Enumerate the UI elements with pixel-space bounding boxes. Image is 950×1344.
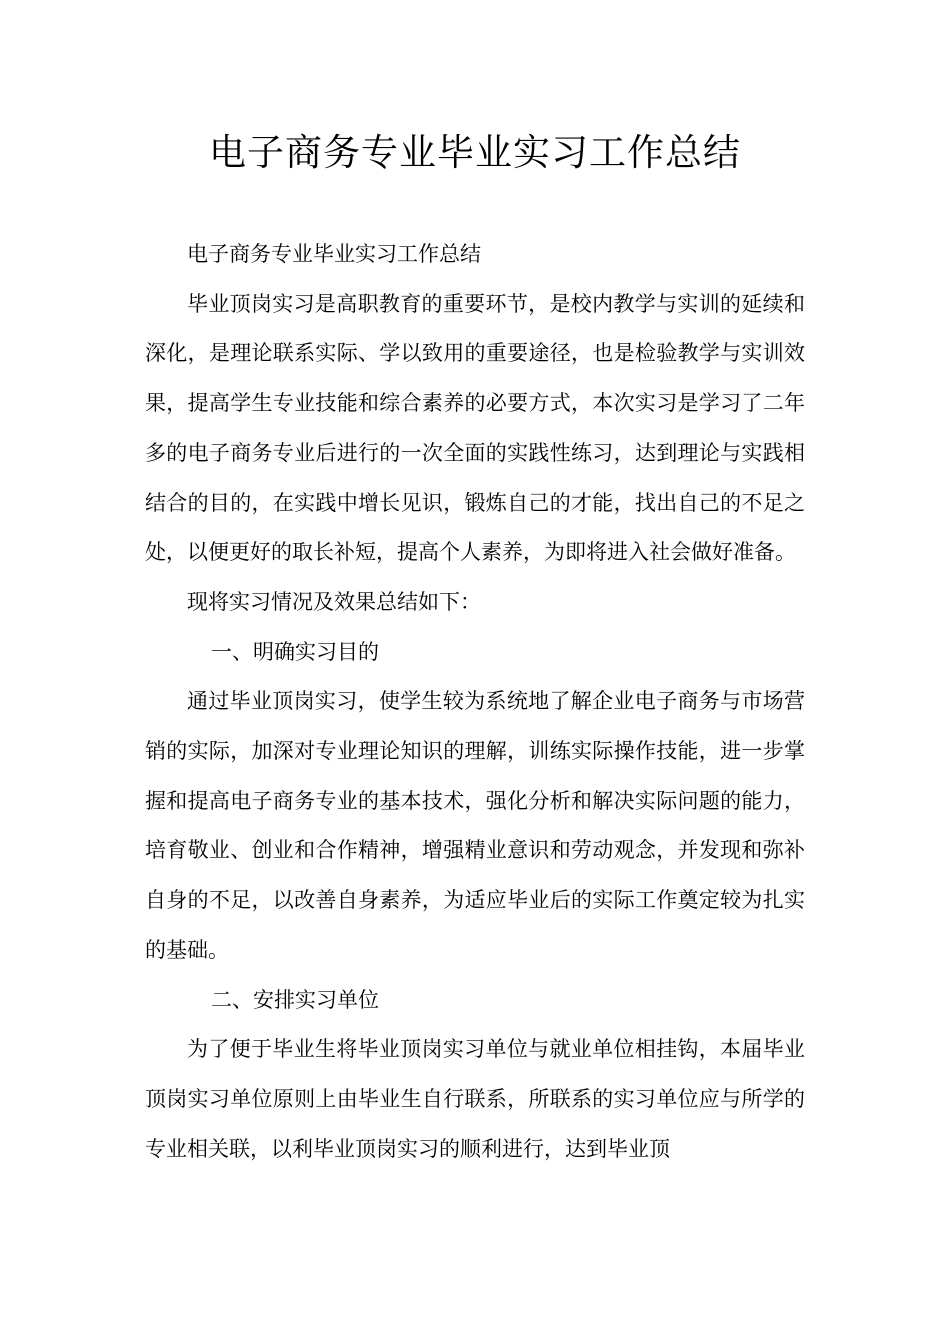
document-body xyxy=(145,230,805,1174)
section-heading-1: 一、明确实习目的 xyxy=(211,639,379,664)
paragraph-summary-lead: 现将实习情况及效果总结如下： xyxy=(187,589,481,614)
paragraph-subtitle: 电子商务专业毕业实习工作总结 xyxy=(187,242,481,266)
paragraph-section-1: 通过毕业顶岗实习，使学生较为系统地了解企业电子商务与市场营销的实际，加深对专业理论知识的理解，训练实际操作技能，进一步掌握和提高电子商务专业的基本技术，强化分析和解决实际问题的能力，培育敬业、创业和合作精神，增强精业意识和劳动观念，并发现和弥补自身的不足，以改善自身素养，为适应毕业后的实际工作奠定较为扎实的基础。 xyxy=(145,689,805,962)
section-heading-2: 二、安排实习单位 xyxy=(211,987,379,1012)
document-title: 电子商务专业毕业实习工作总结 xyxy=(209,131,741,174)
paragraph-section-2: 为了便于毕业生将毕业顶岗实习单位与就业单位相挂钩，本届毕业顶岗实习单位原则上由毕业生自行联系，所联系的实习单位应与所学的专业相关联，以利毕业顶岗实习的顺利进行，达到毕业顶 xyxy=(145,1037,805,1161)
paragraph-intro: 毕业顶岗实习是高职教育的重要环节，是校内教学与实训的延续和深化，是理论联系实际、学以致用的重要途径，也是检验教学与实训效果，提高学生专业技能和综合素养的必要方式，本次实习是学习了二年多的电子商务专业后进行的一次全面的实践性练习，达到理论与实践相结合的目的，在实践中增长见识，锻炼自己的才能，找出自己的不足之处，以便更好的取长补短，提高个人素养，为即将进入社会做好准备。 xyxy=(145,291,805,565)
